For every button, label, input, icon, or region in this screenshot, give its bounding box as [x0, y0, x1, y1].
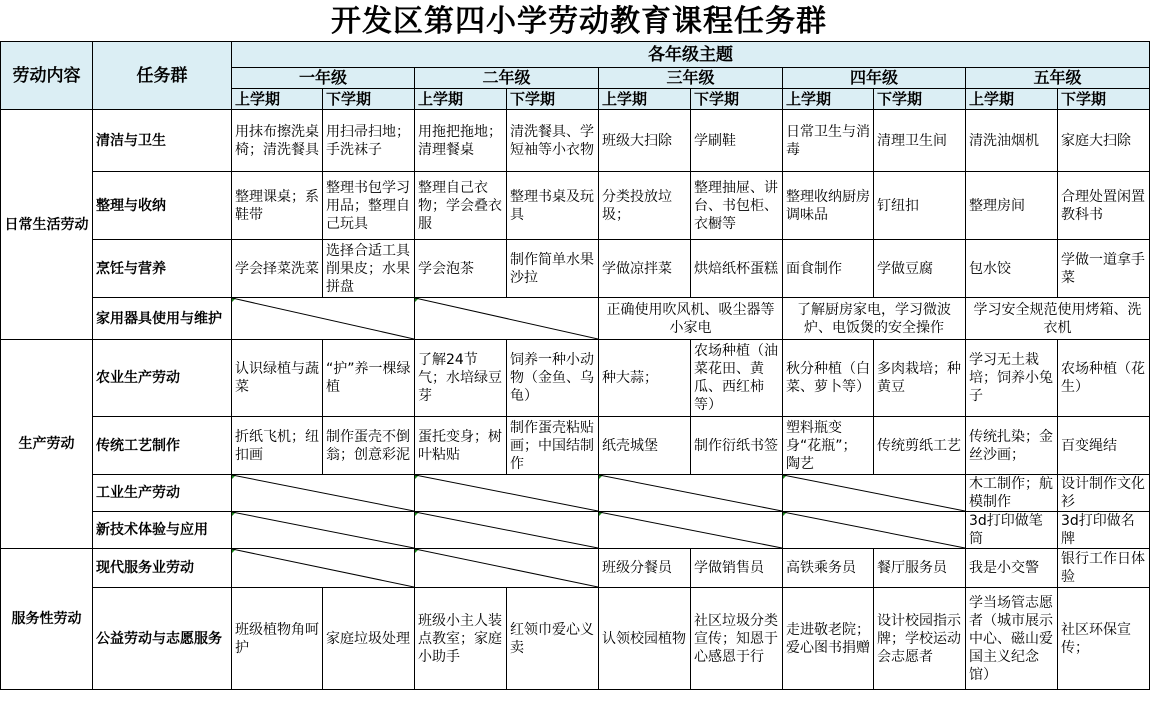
task-cell: 班级分餐员	[599, 549, 691, 588]
empty-cell	[415, 549, 599, 588]
task-cell: 学会泡茶	[415, 240, 507, 298]
task-cell: 学习无土栽培；饲养小兔子	[966, 340, 1058, 417]
task-cell: 整理课桌；系鞋带	[232, 172, 323, 240]
task-name: 家用器具使用与维护	[93, 298, 232, 340]
task-cell: 用抹布擦洗桌椅；清洗餐具	[232, 110, 323, 172]
task-cell: 多肉栽培；种黄豆	[874, 340, 966, 417]
empty-cell	[415, 475, 599, 512]
table-row	[1, 588, 1150, 690]
task-cell: 纸壳城堡	[599, 417, 691, 475]
task-cell: 3d打印做笔筒	[966, 512, 1058, 549]
task-cell: 整理自己衣物；学会叠衣服	[415, 172, 507, 240]
task-cell: 传统剪纸工艺	[874, 417, 966, 475]
task-cell: 制作蛋壳粘贴画；中国结制作	[507, 417, 599, 475]
task-cell: 制作蛋壳不倒翁；创意彩泥	[323, 417, 415, 475]
task-cell: 木工制作；航模制作	[966, 475, 1058, 512]
task-name: 整理与收纳	[93, 172, 232, 240]
grade-header: 四年级	[783, 68, 966, 89]
empty-cell	[415, 512, 599, 549]
task-name: 烹饪与营养	[93, 240, 232, 298]
task-cell: 包水饺	[966, 240, 1058, 298]
task-cell: 传统扎染；金丝沙画；	[966, 417, 1058, 475]
task-cell: 清洗餐具、学短袖等小衣物	[507, 110, 599, 172]
category-service: 服务性劳动	[1, 549, 93, 690]
task-cell: 社区垃圾分类宣传；知恩于心感恩于行	[691, 588, 783, 690]
task-cell: 面食制作	[783, 240, 874, 298]
task-cell: 班级小主人装点教室；家庭小助手	[415, 588, 507, 690]
task-cell: 家庭大扫除	[1058, 110, 1150, 172]
task-cell: 选择合适工具削果皮；水果拼盘	[323, 240, 415, 298]
table-row	[1, 240, 1150, 298]
task-cell: 了解厨房家电，学习微波炉、电饭煲的安全操作	[783, 298, 966, 340]
table-row	[1, 549, 1150, 588]
task-cell: 折纸飞机；纽扣画	[232, 417, 323, 475]
grade-theme-header: 各年级主题	[232, 42, 1150, 68]
semester-header: 下学期	[1058, 89, 1150, 110]
task-cell: 整理抽屉、讲台、书包柜、衣橱等	[691, 172, 783, 240]
task-cell: 百变绳结	[1058, 417, 1150, 475]
table-row	[1, 512, 1150, 549]
task-cell: 学做销售员	[691, 549, 783, 588]
task-cell: 正确使用吹风机、吸尘器等小家电	[599, 298, 783, 340]
semester-header: 上学期	[599, 89, 691, 110]
task-cell: 制作简单水果沙拉	[507, 240, 599, 298]
curriculum-table	[0, 41, 1150, 690]
semester-header: 下学期	[874, 89, 966, 110]
task-cell: 认识绿植与蔬菜	[232, 340, 323, 417]
grade-header: 二年级	[415, 68, 599, 89]
task-name: 清洁与卫生	[93, 110, 232, 172]
task-cell: 我是小交警	[966, 549, 1058, 588]
task-cell: “护”养一棵绿植	[323, 340, 415, 417]
task-name: 现代服务业劳动	[93, 549, 232, 588]
task-cell: 整理收纳厨房调味品	[783, 172, 874, 240]
task-cell: 塑料瓶变身“花瓶”；陶艺	[783, 417, 874, 475]
task-cell: 日常卫生与消毒	[783, 110, 874, 172]
task-cell: 烘焙纸杯蛋糕	[691, 240, 783, 298]
task-cell: 红领巾爱心义卖	[507, 588, 599, 690]
task-name: 农业生产劳动	[93, 340, 232, 417]
grade-header: 三年级	[599, 68, 783, 89]
semester-header: 下学期	[507, 89, 599, 110]
empty-cell	[599, 512, 783, 549]
task-cell: 学做豆腐	[874, 240, 966, 298]
task-name: 公益劳动与志愿服务	[93, 588, 232, 690]
task-cell: 秋分种植（白菜、萝卜等）	[783, 340, 874, 417]
task-cell: 学做一道拿手菜	[1058, 240, 1150, 298]
task-group-header: 任务群	[93, 42, 232, 110]
task-cell: 钉纽扣	[874, 172, 966, 240]
task-cell: 蛋托变身；树叶粘贴	[415, 417, 507, 475]
page-title: 开发区第四小学劳动教育课程任务群	[331, 4, 827, 39]
semester-header: 上学期	[966, 89, 1058, 110]
empty-cell	[232, 512, 415, 549]
task-cell: 清洗油烟机	[966, 110, 1058, 172]
task-cell: 认领校园植物	[599, 588, 691, 690]
task-cell: 制作衍纸书签	[691, 417, 783, 475]
task-cell: 整理房间	[966, 172, 1058, 240]
task-cell: 用扫帚扫地；手洗袜子	[323, 110, 415, 172]
semester-header: 上学期	[415, 89, 507, 110]
table-row	[1, 475, 1150, 512]
task-cell: 社区环保宣传；	[1058, 588, 1150, 690]
task-cell: 种大蒜；	[599, 340, 691, 417]
grade-header: 一年级	[232, 68, 415, 89]
task-cell: 3d打印做名牌	[1058, 512, 1150, 549]
task-cell: 银行工作日体验	[1058, 549, 1150, 588]
empty-cell	[599, 475, 783, 512]
table-row	[1, 340, 1150, 417]
category-production: 生产劳动	[1, 340, 93, 549]
task-cell: 学会择菜洗菜	[232, 240, 323, 298]
task-cell: 农场种植（油菜花田、黄瓜、西红柿等）	[691, 340, 783, 417]
task-cell: 整理书桌及玩具	[507, 172, 599, 240]
task-cell: 学当场管志愿者（城市展示中心、磁山爱国主义纪念馆）	[966, 588, 1058, 690]
task-cell: 高铁乘务员	[783, 549, 874, 588]
grade-header: 五年级	[966, 68, 1150, 89]
semester-header: 下学期	[323, 89, 415, 110]
table-row	[1, 417, 1150, 475]
task-cell: 合理处置闲置教科书	[1058, 172, 1150, 240]
task-cell: 整理书包学习用品；整理自己玩具	[323, 172, 415, 240]
task-cell: 清理卫生间	[874, 110, 966, 172]
task-cell: 班级大扫除	[599, 110, 691, 172]
task-cell: 班级植物角呵护	[232, 588, 323, 690]
semester-header: 上学期	[232, 89, 323, 110]
task-cell: 用拖把拖地；清理餐桌	[415, 110, 507, 172]
empty-cell	[232, 475, 415, 512]
semester-header: 上学期	[783, 89, 874, 110]
task-name: 传统工艺制作	[93, 417, 232, 475]
empty-cell	[232, 549, 415, 588]
table-row	[1, 298, 1150, 340]
task-cell: 分类投放垃圾；	[599, 172, 691, 240]
task-cell: 学刷鞋	[691, 110, 783, 172]
task-cell: 学做凉拌菜	[599, 240, 691, 298]
task-cell: 设计制作文化衫	[1058, 475, 1150, 512]
task-cell: 家庭垃圾处理	[323, 588, 415, 690]
semester-header: 下学期	[691, 89, 783, 110]
task-cell: 餐厅服务员	[874, 549, 966, 588]
task-cell: 了解24节气；水培绿豆芽	[415, 340, 507, 417]
category-daily-life: 日常生活劳动	[1, 110, 93, 340]
task-name: 新技术体验与应用	[93, 512, 232, 549]
content-header: 劳动内容	[1, 42, 93, 110]
task-cell: 饲养一种小动物（金鱼、乌龟）	[507, 340, 599, 417]
task-cell: 学习安全规范使用烤箱、洗衣机	[966, 298, 1150, 340]
empty-cell	[232, 298, 415, 340]
empty-cell	[783, 512, 966, 549]
empty-cell	[783, 475, 966, 512]
empty-cell	[415, 298, 599, 340]
table-row	[1, 172, 1150, 240]
task-name: 工业生产劳动	[93, 475, 232, 512]
task-cell: 设计校园指示牌；学校运动会志愿者	[874, 588, 966, 690]
table-row	[1, 110, 1150, 172]
task-cell: 走进敬老院；爱心图书捐赠	[783, 588, 874, 690]
task-cell: 农场种植（花生）	[1058, 340, 1150, 417]
